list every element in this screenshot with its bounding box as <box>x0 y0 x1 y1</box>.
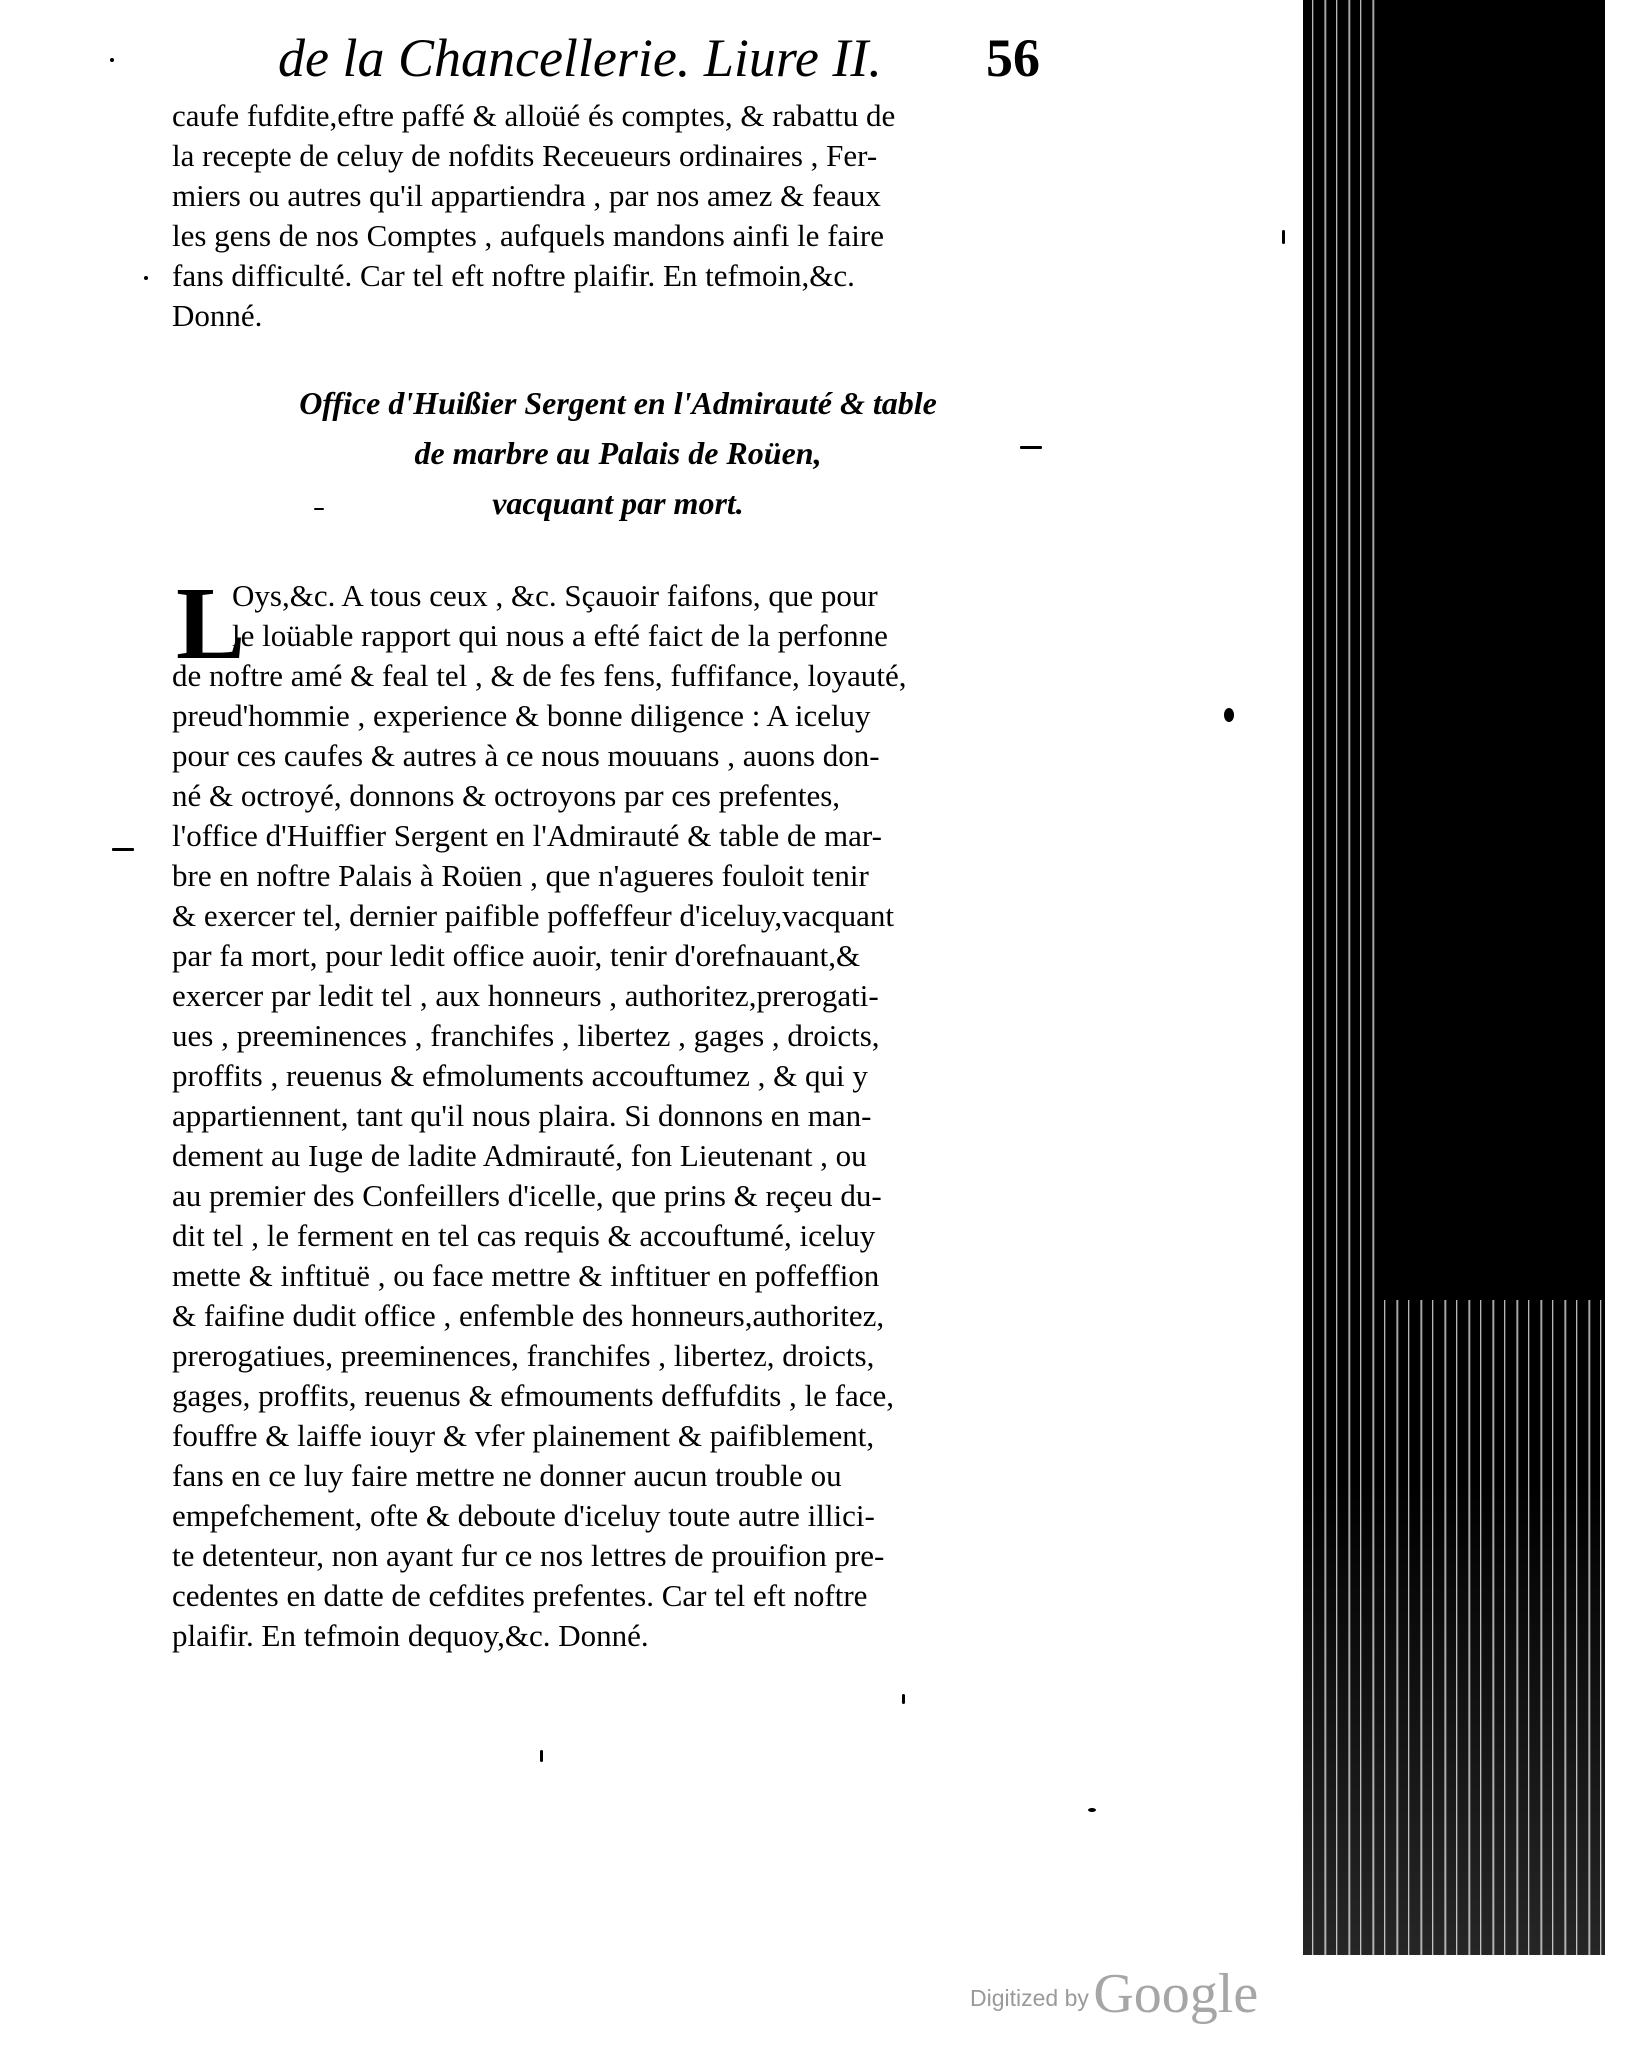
text-line: bre en noftre Palais à Roüen , que n'agueres fouloit tenir <box>172 858 869 893</box>
text-line: proffits , reuenus & efmoluments accouftumez , & qui y <box>172 1058 868 1093</box>
text-line: gages, proffits, reuenus & efmouments deffufdits , le face, <box>172 1378 894 1413</box>
text-line: exercer par ledit tel , aux honneurs , authoritez,prerogati- <box>172 978 879 1013</box>
text-line: & faifine dudit office , enfemble des honneurs,authoritez, <box>172 1298 885 1333</box>
scan-speck <box>1020 446 1042 449</box>
text-line: prerogatiues, preeminences, franchifes , libertez, droicts, <box>172 1338 875 1373</box>
page-fore-edge-shade <box>1303 1480 1605 1955</box>
text-line: fans difficulté. Car tel eft noftre plaifir. En tefmoin,&c. <box>172 258 855 293</box>
text-line: né & octroyé, donnons & octroyons par ces prefentes, <box>172 778 841 813</box>
title-line: vacquant par mort. <box>492 485 744 521</box>
text-line: par fa mort, pour ledit office auoir, tenir d'orefnauant,& <box>172 938 861 973</box>
text-line: Donné. <box>172 298 263 333</box>
text-line: de noftre amé & feal tel , & de fes fens, fuffifance, loyauté, <box>172 658 907 693</box>
scan-speck <box>314 508 324 510</box>
title-line: de marbre au Palais de Roüen, <box>414 435 822 471</box>
text-line: au premier des Confeillers d'icelle, que prins & reçeu du- <box>172 1178 882 1213</box>
text-line: dement au Iuge de ladite Admirauté, fon Lieutenant , ou <box>172 1138 867 1173</box>
drop-cap: L <box>176 566 246 681</box>
scan-speck <box>1224 708 1234 722</box>
text-line: Oys,&c. A tous ceux , &c. Sçauoir faifons, que pour <box>232 578 878 613</box>
google-logo: Google <box>1093 1963 1259 2025</box>
text-line: ues , preeminences , franchifes , libertez , gages , droicts, <box>172 1018 880 1053</box>
running-title: de la Chancellerie. Liure II. <box>278 28 882 88</box>
text-line: la recepte de celuy de nofdits Receueurs ordinaires , Fer- <box>172 138 878 173</box>
title-line: Office d'Huißier Sergent en l'Admirauté & table <box>299 385 937 421</box>
text-line: appartiennent, tant qu'il nous plaira. Si donnons en man- <box>172 1098 872 1133</box>
text-line: dit tel , le ferment en tel cas requis & accouftumé, iceluy <box>172 1218 876 1253</box>
scan-speck <box>144 276 148 280</box>
text-line: pour ces caufes & autres à ce nous mouuans , auons don- <box>172 738 880 773</box>
scan-speck <box>1088 1808 1096 1812</box>
text-line: & exercer tel, dernier paifible poffeffeur d'iceluy,vacquant <box>172 898 894 933</box>
watermark-digitized-by: Digitized by <box>970 1985 1089 2011</box>
text-line: mette & inftituë , ou face mettre & inftituer en poffeffion <box>172 1258 880 1293</box>
text-line: empefchement, ofte & deboute d'iceluy toute autre illici- <box>172 1498 875 1533</box>
section-title <box>172 378 1064 528</box>
text-line: l'office d'Huiffier Sergent en l'Admirauté & table de mar- <box>172 818 882 853</box>
text-line: cedentes en datte de cefdites prefentes. Car tel eft noftre <box>172 1578 868 1613</box>
text-line: le loüable rapport qui nous a efté faict de la perfonne <box>232 618 888 653</box>
scan-speck <box>112 848 134 851</box>
scan-speck <box>1282 230 1285 244</box>
text-line: te detenteur, non ayant fur ce nos lettres de prouifion pre- <box>172 1538 885 1573</box>
text-line: fouffre & laiffe iouyr & vfer plainement & paifiblement, <box>172 1418 875 1453</box>
page-fore-edge-dark <box>1380 0 1605 1300</box>
text-line: plaifir. En tefmoin dequoy,&c. Donné. <box>172 1618 649 1653</box>
running-header <box>278 18 1078 98</box>
text-line: miers ou autres qu'il appartiendra , par nos amez & feaux <box>172 178 881 213</box>
digitized-by-google-watermark <box>970 1962 1258 2032</box>
scan-speck <box>110 58 114 62</box>
page-number: 56 <box>986 28 1040 88</box>
text-line: preud'hommie , experience & bonne diligence : A iceluy <box>172 698 871 733</box>
scan-speck <box>540 1750 543 1762</box>
top-paragraph <box>172 96 1064 336</box>
text-line: fans en ce luy faire mettre ne donner aucun trouble ou <box>172 1458 842 1493</box>
text-line: les gens de nos Comptes , aufquels mandons ainfi le faire <box>172 218 884 253</box>
main-paragraph <box>172 566 1064 1656</box>
text-line: caufe fufdite,eftre paffé & alloüé és comptes, & rabattu de <box>172 98 896 133</box>
scan-speck <box>902 1694 905 1704</box>
